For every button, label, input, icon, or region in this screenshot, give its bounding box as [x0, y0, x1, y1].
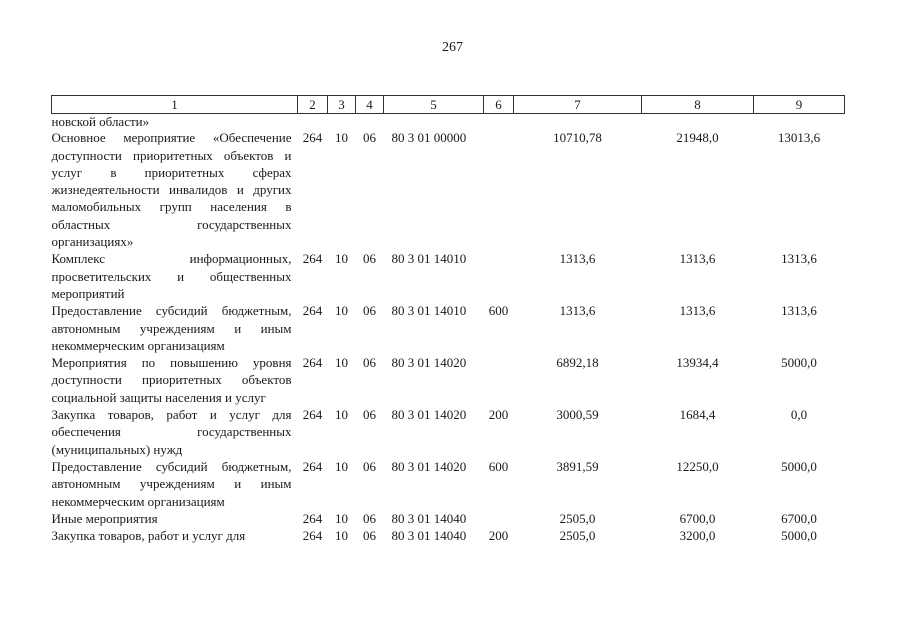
row-col6 [484, 354, 514, 406]
row-col8: 1684,4 [679, 407, 716, 423]
row-col8: 21948,0 [676, 130, 719, 146]
row-col2: 264 [302, 510, 323, 526]
row-col2: 264 [302, 251, 323, 267]
row-col9: 0,0 [790, 407, 808, 423]
column-header: 8 [642, 96, 754, 114]
row-col8: 12250,0 [676, 458, 719, 474]
column-header: 4 [356, 96, 384, 114]
row-col2: 264 [302, 130, 323, 146]
column-header: 7 [514, 96, 642, 114]
row-col9: 5000,0 [781, 355, 817, 371]
row-col4: 06 [363, 458, 376, 474]
row-col9: 6700,0 [781, 510, 817, 526]
row-col7: 1313,6 [559, 251, 596, 267]
row-col3: 10 [335, 303, 348, 319]
page-number: 267 [442, 40, 463, 55]
table-row [52, 458, 845, 510]
row-col4: 06 [363, 510, 376, 526]
row-col6 [484, 250, 514, 302]
row-col5: 80 3 01 14040 [391, 510, 467, 526]
row-col4: 06 [363, 251, 376, 267]
continuation-row [52, 114, 845, 130]
row-col6: 200 [488, 407, 509, 423]
table-row [52, 354, 845, 406]
row-col7: 3891,59 [556, 458, 599, 474]
table-row [52, 302, 845, 354]
row-col6: 600 [488, 458, 509, 474]
header-row [52, 96, 845, 114]
row-col2: 264 [302, 407, 323, 423]
row-col9: 1313,6 [781, 303, 817, 319]
row-name: Закупка товаров, работ и услуг для обеспечения государственных (муниципальных) нужд [51, 407, 292, 457]
table-row [52, 129, 845, 250]
row-col8: 1313,6 [679, 251, 716, 267]
row-col3: 10 [335, 510, 348, 526]
table-row [52, 406, 845, 458]
row-col9: 5000,0 [781, 528, 817, 544]
row-col8: 13934,4 [676, 355, 719, 371]
row-col6: 200 [488, 528, 509, 544]
row-col3: 10 [335, 130, 348, 146]
row-col8: 1313,6 [679, 303, 716, 319]
row-col4: 06 [363, 407, 376, 423]
row-col9: 5000,0 [781, 458, 817, 474]
row-col7: 10710,78 [553, 130, 602, 146]
row-col7: 2505,0 [559, 510, 596, 526]
row-col9: 13013,6 [777, 130, 821, 146]
row-col2: 264 [302, 528, 323, 544]
row-name: Предоставление субсидий бюджетным, автономным учреждениям и иным некоммерческим организациям [51, 303, 292, 353]
row-col2: 264 [302, 355, 323, 371]
column-header: 1 [52, 96, 298, 114]
column-header: 9 [754, 96, 845, 114]
row-name: Закупка товаров, работ и услуг для [51, 528, 246, 544]
row-col5: 80 3 01 14020 [391, 458, 467, 474]
row-col5: 80 3 01 14040 [391, 528, 467, 544]
row-col3: 10 [335, 251, 348, 267]
row-col5: 80 3 01 14020 [391, 407, 467, 423]
row-col8: 6700,0 [679, 510, 716, 526]
column-header: 2 [298, 96, 328, 114]
row-col6: 600 [488, 303, 509, 319]
column-header: 3 [328, 96, 356, 114]
row-col5: 80 3 01 14020 [391, 355, 467, 371]
row-name: Основное мероприятие «Обеспечение доступности приоритетных объектов и услуг в приоритетных сферах жизнедеятельности инвалидов и других маломобильных групп населения в областных государственных организациях» [51, 130, 292, 250]
row-name: Иные мероприятия [51, 510, 158, 526]
row-name: Мероприятия по повышению уровня доступности приоритетных объектов социальной защиты населения и услуг [51, 355, 292, 405]
row-col3: 10 [335, 528, 348, 544]
row-col3: 10 [335, 407, 348, 423]
row-col2: 264 [302, 303, 323, 319]
row-name: Комплекс информационных, просветительских и общественных мероприятий [51, 251, 292, 301]
row-col7: 2505,0 [559, 528, 596, 544]
column-header: 6 [484, 96, 514, 114]
table-row [52, 510, 845, 527]
row-col3: 10 [335, 355, 348, 371]
row-col4: 06 [363, 303, 376, 319]
row-col3: 10 [335, 458, 348, 474]
row-col7: 6892,18 [556, 355, 599, 371]
row-col9: 1313,6 [781, 251, 817, 267]
row-col6 [484, 129, 514, 250]
column-header: 5 [384, 96, 484, 114]
row-col5: 80 3 01 00000 [391, 130, 467, 146]
row-col2: 264 [302, 458, 323, 474]
row-col4: 06 [363, 355, 376, 371]
row-name: Предоставление субсидий бюджетным, автономным учреждениям и иным некоммерческим организациям [51, 458, 292, 509]
row-col7: 3000,59 [556, 407, 599, 423]
row-col6 [484, 510, 514, 527]
continuation-text: новской области» [51, 114, 150, 130]
table-row [52, 527, 845, 544]
row-col4: 06 [363, 130, 376, 146]
row-col7: 1313,6 [559, 303, 596, 319]
budget-table [51, 95, 845, 544]
row-col5: 80 3 01 14010 [391, 303, 467, 319]
row-col8: 3200,0 [679, 528, 716, 544]
row-col4: 06 [363, 528, 376, 544]
table-row [52, 250, 845, 302]
row-col5: 80 3 01 14010 [391, 251, 467, 267]
